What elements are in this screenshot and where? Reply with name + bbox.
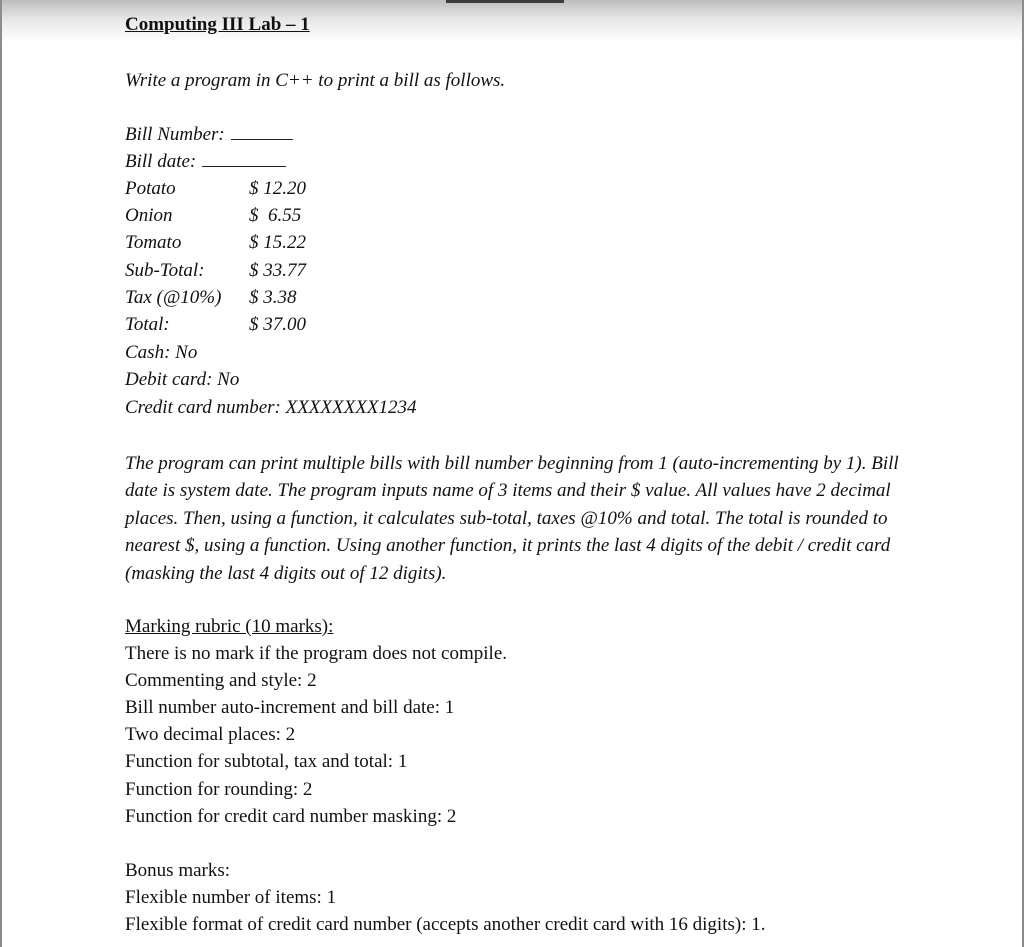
rubric-line: Function for credit card number masking: 2 xyxy=(125,806,457,827)
bonus-line: Flexible number of items: 1 xyxy=(125,887,337,908)
bill-row-label: Potato xyxy=(125,178,176,199)
bill-row-amount: $ 33.77 xyxy=(249,260,306,281)
bill-row-label: Total: xyxy=(125,314,170,335)
rubric-line: Function for rounding: 2 xyxy=(125,779,313,800)
bonus-line: Flexible format of credit card number (accepts another credit card with 16 digits): 1. xyxy=(125,914,766,935)
bill-number-label: Bill Number: xyxy=(125,124,225,145)
bill-date-blank xyxy=(202,152,286,167)
bill-number-line xyxy=(125,124,293,146)
bonus-title: Bonus marks: xyxy=(125,860,231,881)
bill-row-amount: $ 37.00 xyxy=(249,314,306,335)
bill-row-amount: $ 6.55 xyxy=(249,205,302,226)
rubric-line: There is no mark if the program does not compile. xyxy=(125,643,508,664)
bill-date-label: Bill date: xyxy=(125,151,197,172)
rubric-line: Two decimal places: 2 xyxy=(125,724,296,745)
bill-number-blank xyxy=(231,125,293,140)
bill-row-label: Sub-Total: xyxy=(125,260,205,281)
bill-row-label: Onion xyxy=(125,205,173,226)
bill-row-label: Tax (@10%) xyxy=(125,287,222,308)
bill-row-amount: $ 12.20 xyxy=(249,178,306,199)
description-paragraph: The program can print multiple bills with bill number beginning from 1 (auto-incrementing by 1). Bill date is system date. The program inputs name of 3 items and their $ value. All values have 2 decimal places. Then, using a function, it calculates sub-total, taxes @10% and total. The total is rounded to nearest $, using a function. Using another function, it prints the last 4 digits of the debit / credit card (masking the last 4 digits out of 12 digits). xyxy=(125,453,899,584)
page-left-edge xyxy=(0,0,2,947)
bill-row-amount: $ 3.38 xyxy=(249,287,297,308)
rubric-line: Function for subtotal, tax and total: 1 xyxy=(125,751,408,772)
bill-row-amount: $ 15.22 xyxy=(249,232,306,253)
rubric-title: Marking rubric (10 marks): xyxy=(125,616,334,637)
rubric-line: Bill number auto-increment and bill date: 1 xyxy=(125,697,455,718)
rubric-heading xyxy=(125,616,333,638)
viewer-top-tab xyxy=(446,0,564,3)
bill-date-line xyxy=(125,151,286,173)
bill-row-label: Tomato xyxy=(125,232,182,253)
intro-text: Write a program in C++ to print a bill as follows. xyxy=(125,70,506,91)
page-title: Computing III Lab – 1 xyxy=(125,14,310,35)
credit-card-line: Credit card number: XXXXXXXX1234 xyxy=(125,397,417,418)
cash-line: Cash: No xyxy=(125,342,198,363)
rubric-line: Commenting and style: 2 xyxy=(125,670,317,691)
debit-card-line: Debit card: No xyxy=(125,369,240,390)
